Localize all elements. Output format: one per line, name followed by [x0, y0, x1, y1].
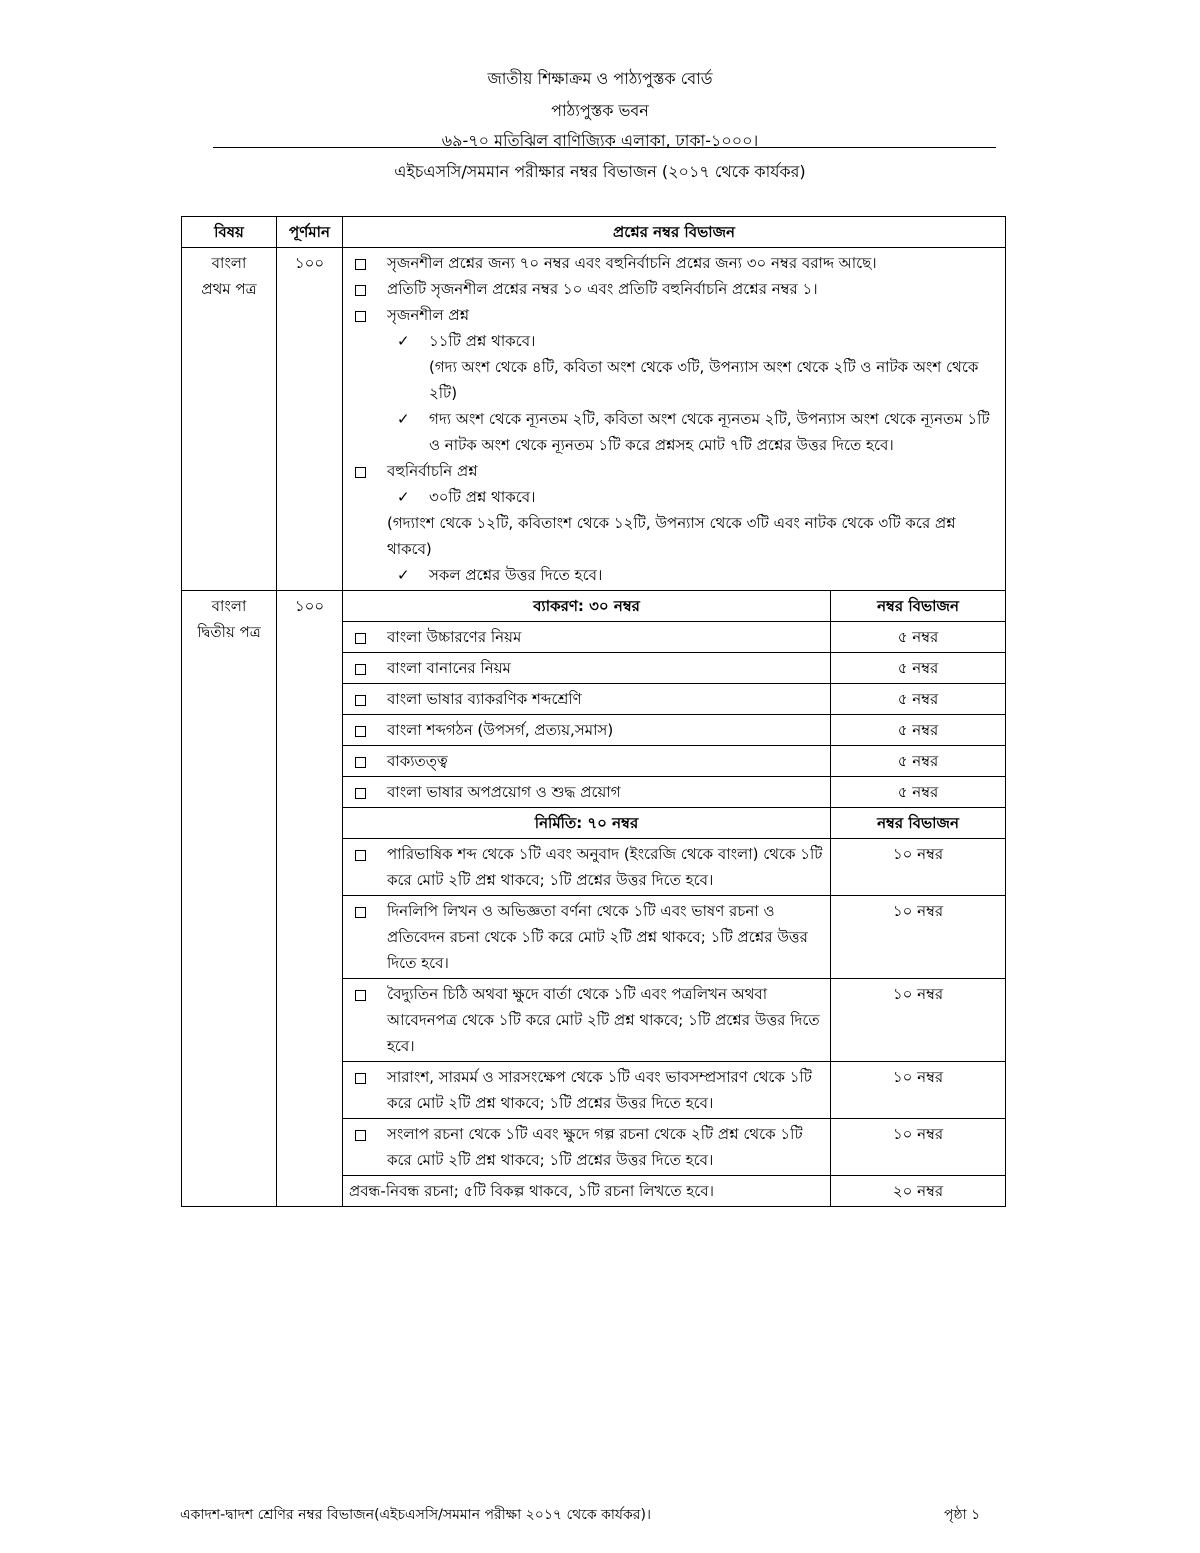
grammar-item	[343, 622, 831, 653]
paper2-grammar-head-row	[182, 591, 1006, 622]
paper1-subject-line2: প্রথম পত্র	[201, 280, 257, 298]
building-name: পাঠ্যপুস্তক ভবন	[551, 101, 649, 120]
item-text: বাংলা ভাষার অপপ্রয়োগ ও শুদ্ধ প্রয়োগ	[387, 783, 621, 801]
square-bullet-icon	[355, 788, 366, 799]
check-text: ১১টি প্রশ্ন থাকবে।	[429, 332, 536, 350]
square-bullet-icon	[355, 757, 366, 768]
item-text: বাংলা উচ্চারণের নিয়ম	[387, 628, 522, 646]
bullet-text: বহুনির্বাচনি প্রশ্ন	[387, 462, 478, 480]
essay-item: প্রবন্ধ-নিবন্ধ রচনা; ৫টি বিকল্প থাকবে, ১টি রচনা লিখতে হবে।	[343, 1176, 831, 1207]
list-item	[349, 562, 999, 588]
item-marks: ৫ নম্বর	[831, 622, 1006, 653]
item-marks: ৫ নম্বর	[831, 653, 1006, 684]
compose-item	[343, 979, 831, 1062]
check-text: গদ্য অংশ থেকে ন্যূনতম ২টি, কবিতা অংশ থেকে ন্যূনতম ২টি, উপন্যাস অংশ থেকে ন্যূনতম ১টি ও নাটক অংশ থেকে ন্যূনতম ১টি করে প্রশ্নসহ মোট ৭টি প্রশ্নের উত্তর দিতে হবে।	[429, 410, 990, 454]
list-item	[349, 458, 999, 484]
paper2-subject-line2: দ্বিতীয় পত্র	[197, 623, 261, 641]
paper1-full-marks: ১০০	[277, 248, 343, 591]
square-bullet-icon	[355, 990, 366, 1001]
paper2-subject	[182, 591, 277, 1207]
item-text: বাংলা শব্দগঠন (উপসর্গ, প্রত্যয়,সমাস)	[387, 721, 614, 739]
bullet-text: সৃজনশীল প্রশ্ন	[387, 306, 470, 324]
square-bullet-icon	[355, 467, 366, 478]
compose-item	[343, 839, 831, 896]
grammar-heading: ব্যাকরণ: ৩০ নম্বর	[343, 591, 831, 622]
check-text: ৩০টি প্রশ্ন থাকবে।	[429, 488, 536, 506]
compose-item	[343, 1119, 831, 1176]
bullet-text: সৃজনশীল প্রশ্নের জন্য ৭০ নম্বর এবং বহুনির্বাচনি প্রশ্নের জন্য ৩০ নম্বর বরাদ্দ আছে।	[387, 254, 877, 272]
item-marks: ২০ নম্বর	[831, 1176, 1006, 1207]
compose-item	[343, 896, 831, 979]
check-icon: ✓	[397, 332, 410, 350]
board-name: জাতীয় শিক্ষাক্রম ও পাঠ্যপুস্তক বোর্ড	[487, 69, 713, 88]
list-item	[349, 250, 999, 276]
check-text: সকল প্রশ্নের উত্তর দিতে হবে।	[429, 566, 603, 584]
item-marks: ৫ নম্বর	[831, 715, 1006, 746]
page-number: পৃষ্ঠা ১	[944, 1507, 981, 1523]
check-icon: ✓	[397, 488, 410, 506]
square-bullet-icon	[355, 1073, 366, 1084]
footer-text: একাদশ-দ্বাদশ শ্রেণির নম্বর বিভাজন(এইচএসসি/সমমান পরীক্ষা ২০১৭ থেকে কার্যকর)।	[180, 1507, 651, 1523]
paper1-row	[182, 248, 1006, 591]
square-bullet-icon	[355, 907, 366, 918]
note-text: (গদ্য অংশ থেকে ৪টি, কবিতা অংশ থেকে ৩টি, উপন্যাস অংশ থেকে ২টি ও নাটক অংশ থেকে ২টি)	[429, 358, 979, 402]
grammar-marks-heading: নম্বর বিভাজন	[831, 591, 1006, 622]
document-title: এইচএসসি/সমমান পরীক্ষার নম্বর বিভাজন (২০১৭ থেকে কার্যকর)	[394, 162, 806, 181]
check-icon: ✓	[397, 410, 410, 428]
square-bullet-icon	[355, 850, 366, 861]
grammar-item	[343, 653, 831, 684]
list-item	[349, 302, 999, 328]
paper1-subject	[182, 248, 277, 591]
item-text: সংলাপ রচনা থেকে ১টি এবং ক্ষুদে গল্প রচনা থেকে ২টি প্রশ্ন থেকে ১টি করে মোট ২টি প্রশ্ন থাকবে; ১টি প্রশ্নের উত্তর দিতে হবে।	[387, 1125, 803, 1169]
compose-item	[343, 1062, 831, 1119]
item-text: দিনলিপি লিখন ও অভিজ্ঞতা বর্ণনা থেকে ১টি এবং ভাষণ রচনা ও প্রতিবেদন রচনা থেকে ১টি করে মোট ২টি প্রশ্ন থাকবে; ১টি প্রশ্নের উত্তর দিতে হবে।	[387, 902, 808, 972]
square-bullet-icon	[355, 633, 366, 644]
square-bullet-icon	[355, 311, 366, 322]
list-item	[349, 276, 999, 302]
check-icon: ✓	[397, 566, 410, 584]
item-marks: ১০ নম্বর	[831, 839, 1006, 896]
grammar-item	[343, 777, 831, 808]
paper1-subject-line1: বাংলা	[211, 254, 247, 272]
paper2-subject-line1: বাংলা	[211, 597, 247, 615]
item-text: বাংলা ভাষার ব্যাকরণিক শব্দশ্রেণি	[387, 690, 582, 708]
item-text: সারাংশ, সারমর্ম ও সারসংক্ষেপ থেকে ১টি এবং ভাবসম্প্রসারণ থেকে ১টি করে মোট ২টি প্রশ্ন থাকবে; ১টি প্রশ্নের উত্তর দিতে হবে।	[387, 1068, 812, 1112]
col-full-marks: পূর্ণমান	[277, 217, 343, 248]
bullet-text: প্রতিটি সৃজনশীল প্রশ্নের নম্বর ১০ এবং প্রতিটি বহুনির্বাচনি প্রশ্নের নম্বর ১।	[387, 280, 818, 298]
square-bullet-icon	[355, 695, 366, 706]
list-item	[349, 484, 999, 510]
square-bullet-icon	[355, 726, 366, 737]
square-bullet-icon	[355, 664, 366, 675]
col-subject: বিষয়	[182, 217, 277, 248]
item-marks: ৫ নম্বর	[831, 746, 1006, 777]
item-text: বাংলা বানানের নিয়ম	[387, 659, 511, 677]
item-marks: ১০ নম্বর	[831, 1119, 1006, 1176]
compose-marks-heading: নম্বর বিভাজন	[831, 808, 1006, 839]
list-item	[349, 406, 999, 458]
grammar-item	[343, 684, 831, 715]
item-text: বৈদ্যুতিন চিঠি অথবা ক্ষুদে বার্তা থেকে ১টি এবং পত্রলিখন অথবা আবেদনপত্র থেকে ১টি করে মোট ২টি প্রশ্ন থাকবে; ১টি প্রশ্নের উত্তর দিতে হবে।	[387, 985, 820, 1055]
square-bullet-icon	[355, 285, 366, 296]
item-marks: ১০ নম্বর	[831, 979, 1006, 1062]
item-text: পারিভাষিক শব্দ থেকে ১টি এবং অনুবাদ (ইংরেজি থেকে বাংলা) থেকে ১টি করে মোট ২টি প্রশ্ন থাকবে; ১টি প্রশ্নের উত্তর দিতে হবে।	[387, 845, 823, 889]
address: ৬৯-৭০ মতিঝিল বাণিজ্যিক এলাকা, ঢাকা-১০০০।	[441, 131, 759, 150]
header-divider	[213, 147, 996, 148]
item-text: বাক্যতত্ত্ব	[387, 752, 448, 770]
item-marks: ৫ নম্বর	[831, 777, 1006, 808]
grammar-item	[343, 715, 831, 746]
item-marks: ১০ নম্বর	[831, 896, 1006, 979]
table-header-row	[182, 217, 1006, 248]
compose-heading: নির্মিতি: ৭০ নম্বর	[343, 808, 831, 839]
grammar-item	[343, 746, 831, 777]
paper2-full-marks: ১০০	[277, 591, 343, 1207]
list-item	[349, 328, 999, 354]
paper1-distribution	[343, 248, 1006, 591]
square-bullet-icon	[355, 259, 366, 270]
square-bullet-icon	[355, 1130, 366, 1141]
marks-distribution-table	[181, 216, 1006, 1207]
item-marks: ৫ নম্বর	[831, 684, 1006, 715]
item-marks: ১০ নম্বর	[831, 1062, 1006, 1119]
note-text: (গদ্যাংশ থেকে ১২টি, কবিতাংশ থেকে ১২টি, উপন্যাস থেকে ৩টি এবং নাটক থেকে ৩টি করে প্রশ্ন থাকবে)	[387, 514, 956, 558]
col-distribution: প্রশ্নের নম্বর বিভাজন	[343, 217, 1006, 248]
